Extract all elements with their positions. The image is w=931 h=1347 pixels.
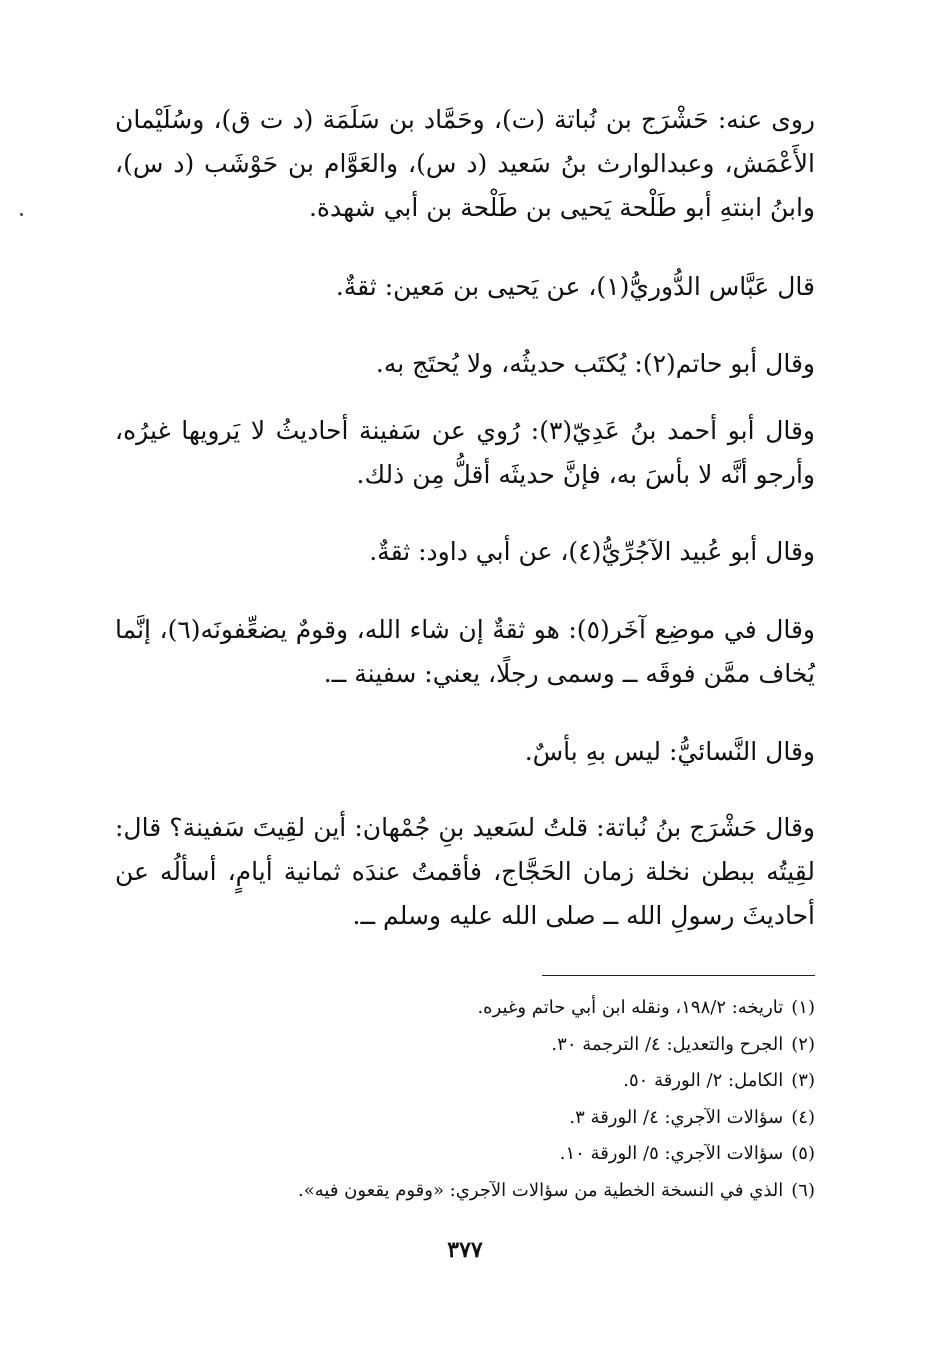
footnote-number: (٥) [791,1143,815,1164]
paragraph-text: وقال أبو حاتم(٢): يُكتَب حديثُه، ولا يُحتَج به. [375,349,815,378]
footnote-text: الجرح والتعديل: ٤/ الترجمة ٣٠. [551,1033,784,1055]
footnote-item [300,990,815,1027]
paragraph-text: روى عنه: حَشْرَج بن نُباتة (ت)، وحَمَّاد بن سَلَمَة (د ت ق)، وسُلَيْمان الأَعْمَش، وعبدالوارث بنُ سَعيد (د س)، والعَوَّام بن حَوْشَب (د س)، وابنُ ابنتهِ أبو طَلْحة يَحيى بن طَلْحة بن أبي شهدة. [115,105,815,222]
footnote-text: تاريخه: ١٩٨/٢، ونقله ابن أبي حاتم وغيره. [477,997,784,1018]
footnote-item [300,1027,815,1064]
paragraph-text: قال عَبَّاس الدُّوريُّ(١)، عن يَحيى بن مَعين: ثقةٌ. [335,272,815,301]
footnote-text: الذي في النسخة الخطية من سؤالات الآجري: «وقوم يقعون فيه». [298,1179,784,1201]
paragraph-text: وقال أبو أحمد بنُ عَدِيّ(٣): رُوي عن سَفينة أحاديثُ لا يَرويها غيرُه، وأرجو أنَّه لا بأسَ به، فإنَّ حديثَه أقلُّ مِن ذلك. [115,416,815,489]
paragraph-text: وقال أبو عُبيد الآجُرِّيُّ(٤)، عن أبي داود: ثقةٌ. [369,537,815,566]
footnote-text: الكامل: ٢/ الورقة ٥٠. [623,1070,784,1091]
paragraph-abu-hatim [115,342,815,386]
paragraph-text: وقال حَشْرَج بنُ نُباتة: قلتُ لسَعيد بنِ جُمْهان: أين لقِيتَ سَفينة؟ قال: لقِيتُه ببطن نخلة زمان الحَجَّاج، فأقمتُ عندَه ثمانية أيامٍ، أسألُه عن أحاديثَ رسولِ الله ــ صلى الله عليه وسلم ــ. [115,813,815,930]
footnote-number: (٦) [791,1179,815,1201]
paragraph-nasai [115,730,815,774]
footnotes-list [300,990,815,1209]
paragraph-ibn-adi [115,409,815,497]
footnote-text: سؤالات الآجري: ٤/ الورقة ٣. [569,1106,784,1128]
footnote-item [300,1063,815,1100]
paragraph-text: وقال النَّسائيُّ: ليس بهِ بأسٌ. [524,737,815,766]
footnote-number: (٤) [791,1106,815,1128]
paragraph-another-place [115,608,815,696]
paragraph-text: وقال في موضِع آخَر(٥): هو ثقةٌ إن شاء الله، وقومٌ يضعِّفونَه(٦)، إنَّما يُخاف ممَّن فوقَه ــ وسمى رجلًا، يعني: سفينة ــ. [115,615,815,688]
scan-mark [20,213,23,216]
footnote-number: (١) [791,997,815,1018]
paragraph-narrators [115,98,815,230]
footnote-number: (٣) [791,1070,815,1091]
paragraph-ajurri [115,530,815,574]
footnote-divider [542,975,815,976]
footnote-item [300,1173,815,1210]
paragraph-duri [115,265,815,309]
footnote-item [300,1100,815,1137]
footnote-text: سؤالات الآجري: ٥/ الورقة ١٠. [559,1143,784,1164]
page-number: ٣٧٧ [447,1237,483,1263]
paragraph-hashraj [115,806,815,938]
footnote-number: (٢) [791,1033,815,1055]
footnote-item [300,1136,815,1173]
